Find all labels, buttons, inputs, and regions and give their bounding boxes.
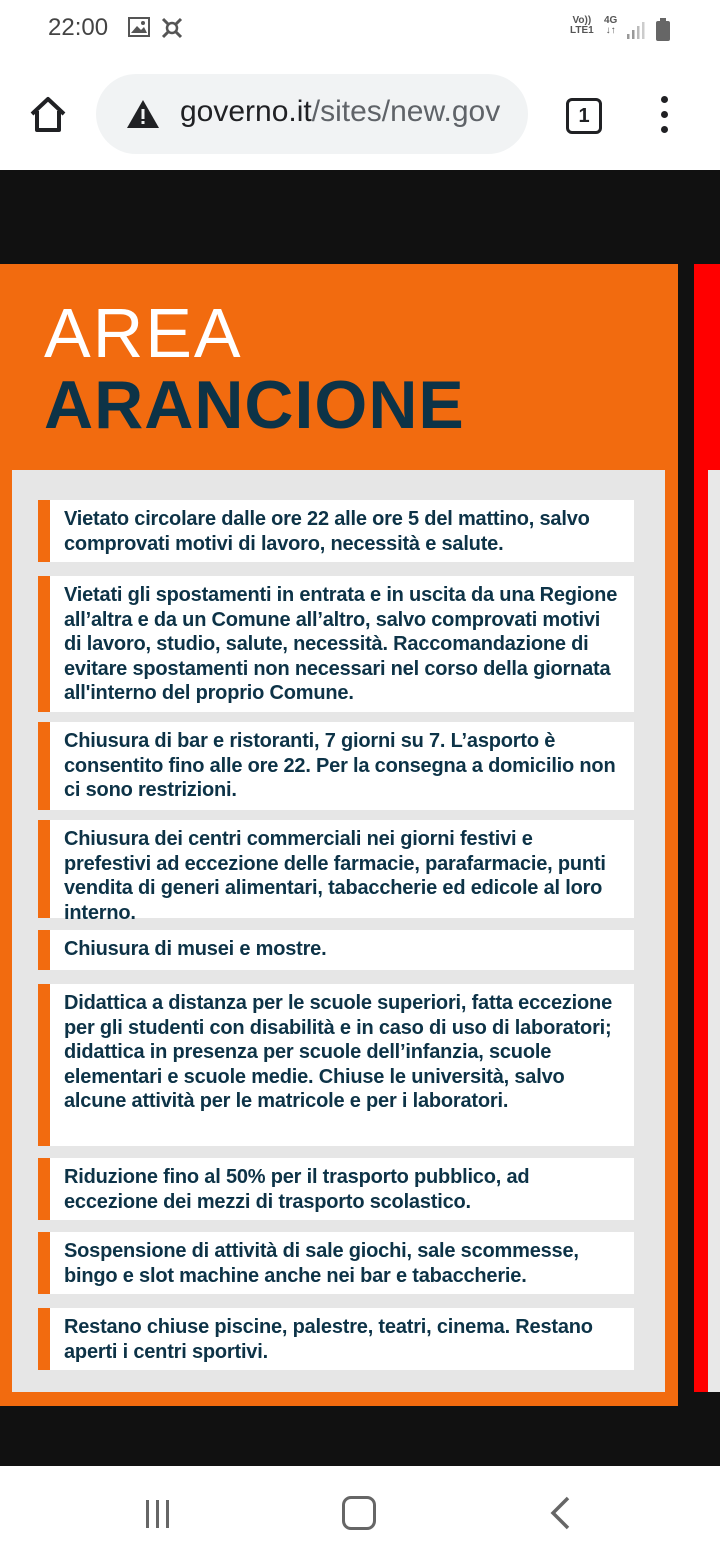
address-bar[interactable] [96,74,528,154]
tab-switcher-button[interactable]: 1 [566,98,602,134]
next-panel-card [708,470,720,1392]
list-item: Restano chiuse piscine, palestre, teatri, cinema. Restano aperti i centri sportivi. [38,1308,634,1370]
status-time: 22:00 [48,14,109,41]
not-secure-warning-icon[interactable] [126,98,160,130]
app-notification-icon [160,16,184,40]
list-item: Didattica a distanza per le scuole superiori, fatta eccezione per gli studenti con disabilità e in caso di uso di laboratori; didattica in presenza per scuole dell’infanzia, scuole elementari e scuole medie. Chiuse le università, salvo alcune attività per le matricole e per i laboratori. [38,984,634,1146]
list-item: Chiusura di musei e mostre. [38,930,634,970]
gallery-icon [128,16,150,38]
browser-toolbar [0,62,720,170]
url-path: /sites/new.gov [311,95,501,128]
signal-icon [626,20,646,40]
list-item: Vietati gli spostamenti in entrata e in uscita da una Regione all’altra e da un Comune all’altro, salvo comprovati motivi di lavoro, studio, salute, necessità. Raccomandazione di evitare spostamenti non necessari nel corso della giornata all'interno del proprio Comune. [38,576,634,712]
battery-icon [656,18,670,42]
system-navigation-bar [0,1466,720,1560]
status-bar [0,0,720,62]
network-indicator: 4G ↓↑ [604,15,618,36]
list-item: Sospensione di attività di sale giochi, sale scommesse, bingo e slot machine anche nei bar e tabaccherie. [38,1232,634,1294]
area-arancione-panel [0,264,678,1406]
recent-apps-icon[interactable] [142,1498,174,1530]
page-content[interactable] [0,170,720,1466]
rules-list [12,470,665,1392]
url-domain: governo.it [180,95,312,128]
home-icon[interactable] [26,92,70,136]
url-text[interactable] [180,95,510,129]
title-arancione: ARANCIONE [44,367,465,443]
volte-indicator: Vo)) LTE1 [570,15,594,36]
back-icon[interactable] [548,1496,574,1530]
home-nav-button[interactable] [342,1496,376,1530]
list-item: Riduzione fino al 50% per il trasporto pubblico, ad eccezione dei mezzi di trasporto scolastico. [38,1158,634,1220]
more-options-icon[interactable] [652,96,676,136]
list-item: Chiusura dei centri commerciali nei giorni festivi e prefestivi ad eccezione delle farmacie, parafarmacie, punti vendita di generi alimentari, tabaccherie ed edicole al loro interno. [38,820,634,918]
title-area: AREA [44,294,243,372]
list-item: Vietato circolare dalle ore 22 alle ore 5 del mattino, salvo comprovati motivi di lavoro, necessità e salute. [38,500,634,562]
list-item: Chiusura di bar e ristoranti, 7 giorni su 7. L’asporto è consentito fino alle ore 22. Per la consegna a domicilio non ci sono restrizioni. [38,722,634,810]
